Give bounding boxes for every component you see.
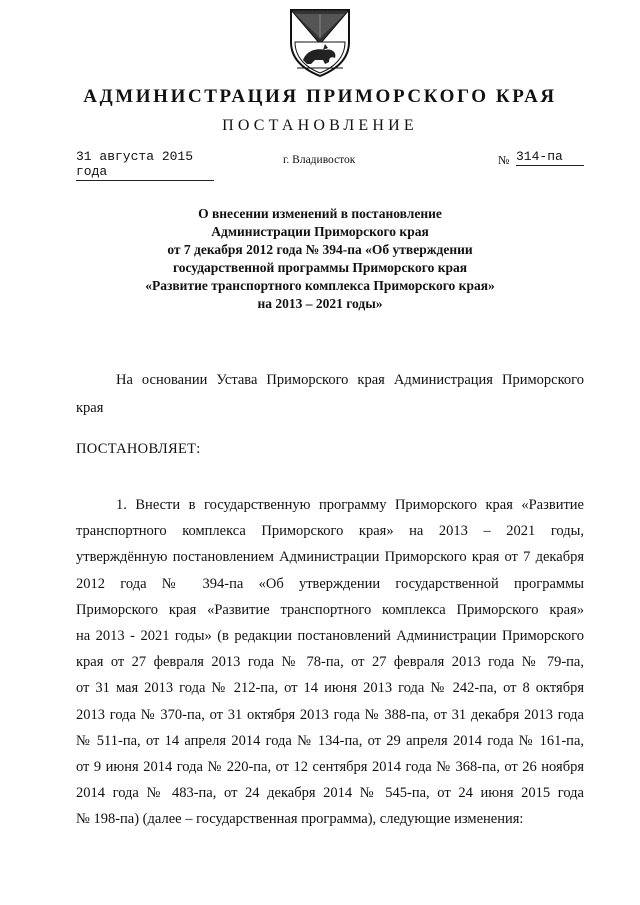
title-line: Администрации Приморского края <box>211 224 429 239</box>
body-line: № 511-па, от 14 апреля 2014 года № 134-па, от 29 апреля 2014 года № 161-па, <box>76 732 584 749</box>
body-line: № 198-па) (далее – государственная программа), следующие изменения: <box>76 811 524 828</box>
body-line: 2013 года № 370-па, от 31 октября 2013 года № 388-па, от 31 декабря 2013 года <box>76 706 584 723</box>
body-line: транспортного комплекса Приморского края» на 2013 – 2021 годы, <box>76 523 584 540</box>
preamble-line: На основании Устава Приморского края Администрация Приморского <box>116 372 584 388</box>
title-line: на 2013 – 2021 годы» <box>257 296 383 311</box>
title-line: О внесении изменений в постановление <box>198 206 442 221</box>
body-line: края от 27 февраля 2013 года № 78-па, от 27 февраля 2013 года № 79-па, <box>76 654 584 671</box>
body-paragraph <box>76 492 584 833</box>
body-line: Приморского края «Развитие транспортного комплекса Приморского края» <box>76 601 584 618</box>
preamble-paragraph <box>76 366 584 422</box>
decree-word: ПОСТАНОВЛЯЕТ: <box>76 441 201 457</box>
document-type: ПОСТАНОВЛЕНИЕ <box>222 117 418 134</box>
title-line: «Развитие транспортного комплекса Приморского края» <box>145 278 495 293</box>
document-number: 314-па <box>516 149 584 166</box>
body-line: утверждённую постановлением Администрации Приморского края от 7 декабря <box>76 549 584 566</box>
coat-of-arms-emblem <box>287 8 353 78</box>
body-line: на 2013 - 2021 годы» (в редакции постановлений Администрации Приморского <box>76 628 584 645</box>
body-line: от 9 июня 2014 года № 220-па, от 12 сентября 2014 года № 368-па, от 26 ноября <box>76 759 584 776</box>
title-line: от 7 декабря 2012 года № 394-па «Об утверждении <box>167 242 473 257</box>
body-line: от 31 мая 2013 года № 212-па, от 14 июня 2013 года № 242-па, от 8 октября <box>76 680 584 697</box>
number-label: № <box>498 153 510 167</box>
preamble-line: края <box>76 400 104 416</box>
body-line: 2012 года № 394-па «Об утверждении государственной программы <box>76 575 584 592</box>
organization-name: АДМИНИСТРАЦИЯ ПРИМОРСКОГО КРАЯ <box>83 86 557 107</box>
title-line: государственной программы Приморского края <box>172 260 468 275</box>
document-city: г. Владивосток <box>283 154 356 166</box>
document-title <box>100 205 540 313</box>
body-line: 1. Внести в государственную программу Приморского края «Развитие <box>116 497 584 513</box>
body-line: 2014 года № 483-па, от 24 декабря 2014 № 545-па, от 24 июня 2015 года <box>76 785 584 802</box>
document-date: 31 августа 2015 года <box>76 149 214 181</box>
